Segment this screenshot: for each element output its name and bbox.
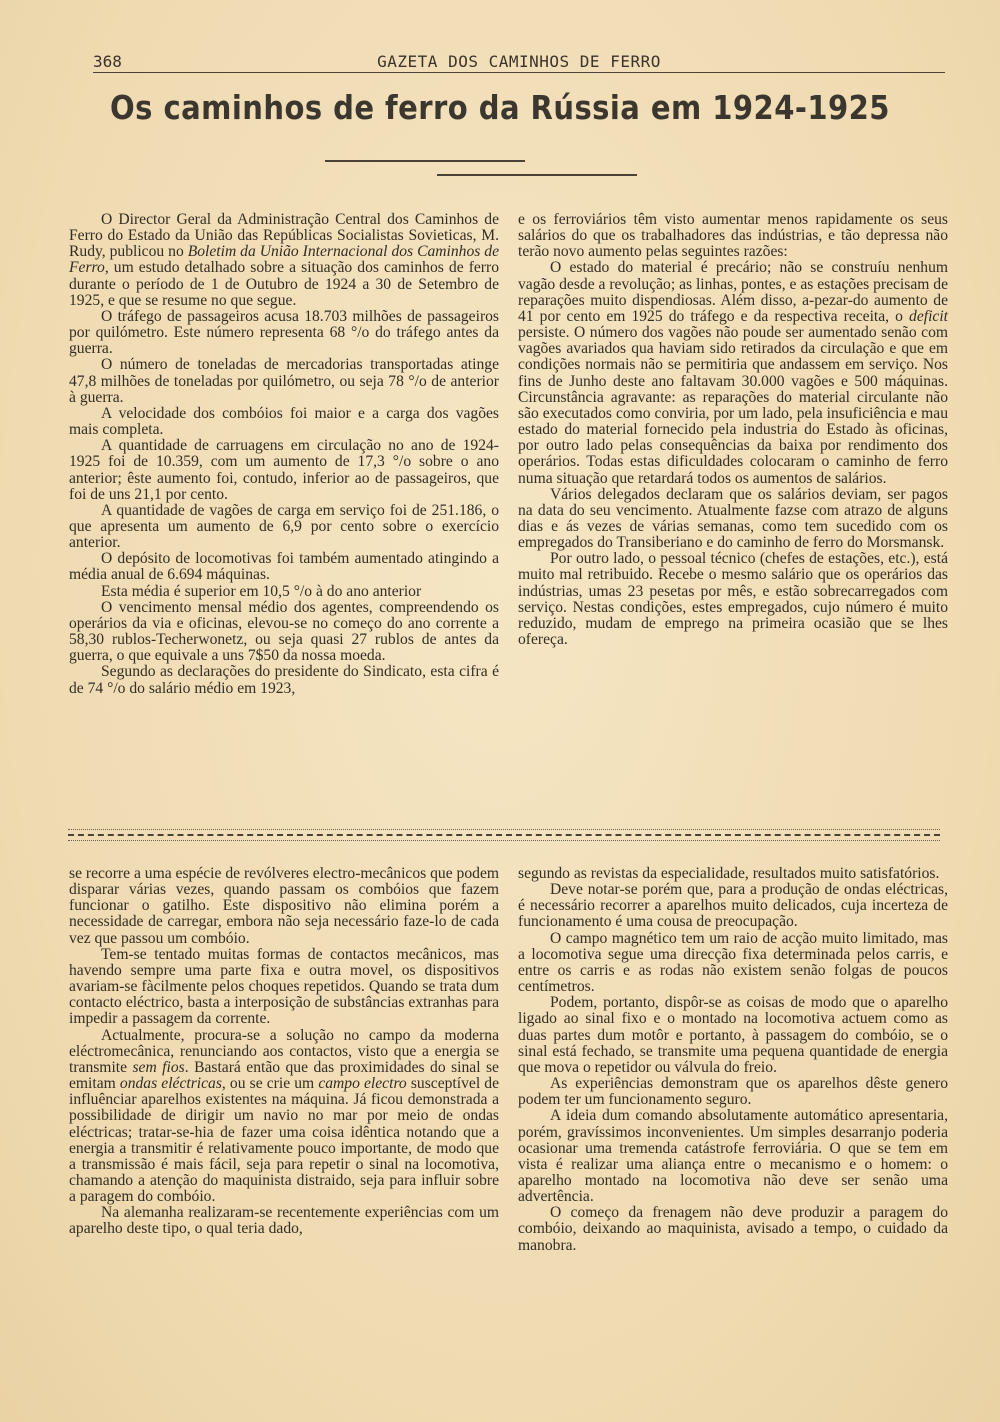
- text-run: persiste. O número dos vagões não poude ser aumentado senão com vagões avariados qua haviam sido retirados da circulação e que em condições normais não se permitiria que andassem em serviço. Nos fins de Junho deste ano faltavam 30.000 vagões e 500 máquinas. Circunstância agravante: as reparações do material circulante não são executados como conviria, por um lado, pela insuficiência e mau estado do material fornecido pela industria do Estado às oficinas, por outro lado pelas consequências da baixa por rendimento dos operários. Todas estas dificuldades colocaram o caminho de ferro numa situação que retardará todos os aumentos de salários.: [518, 324, 948, 487]
- paragraph: [518, 487, 948, 552]
- text-run: A ideia dum comando absolutamente automático apresentaria, porém, gravíssimos inconvenientes. Um simples desarranjo poderia ocasionar uma tremenda catástrofe ferroviária. O que se tem em vista é realizar uma aliança entre o mecanismo e o homem: o aparelho montado na locomotiva não deve ser senão uma advertência.: [518, 1107, 948, 1206]
- text-run: O vencimento mensal médio dos agentes, compreendendo os operários da via e oficinas, elevou-se no começo do ano corrente a 58,30 rublos-Techerwonetz, ou seja quasi 27 rublos de antes da guerra, o que equivale a uns 7$50 da nossa moeda.: [69, 598, 499, 665]
- paragraph: [69, 357, 499, 405]
- paragraph: [69, 406, 499, 438]
- text-run: O campo magnético tem um raio de acção muito limitado, mas a locomotiva segue uma direcção fixa determinada pelos carris, e entre os carris e as rodas não existem senão folgas de poucos centímetros.: [518, 929, 948, 996]
- text-run: O tráfego de passageiros acusa 18.703 milhões de passageiros por quilómetro. Este número representa 68 °/o do tráfego antes da guerra.: [69, 307, 499, 358]
- text-run: Deve notar-se porém que, para a produção de ondas eléctricas, é necessário recorrer a aparelhos muito delicados, cuja incerteza de funcionamento é uma cousa de preocupação.: [518, 881, 948, 931]
- text-run: As experiências demonstram que os aparelhos dêste genero podem ter um funcionamento seguro.: [518, 1075, 948, 1109]
- text-run: O número de toneladas de mercadorias transportadas atinge 47,8 milhões de toneladas por quilómetro, ou seja 78 °/o de anterior à guerra.: [69, 356, 499, 406]
- article-column-3: [69, 866, 499, 1238]
- text-run: , ou se crie um: [221, 1075, 319, 1093]
- article-column-1: [69, 212, 499, 697]
- article-column-4: [518, 866, 948, 1254]
- text-run: Podem, portanto, dispôr-se as coisas de modo que o aparelho ligado ao sinal fixo e o montado na locomotiva actuem como as duas partes dum motôr e portanto, à passagem do combóio, se o sinal está fechado, se transmite uma pequena quantidade de energia que mova o repetidor ou válvula do freio.: [518, 994, 948, 1076]
- paragraph: [69, 664, 499, 696]
- paragraph: [518, 1076, 948, 1108]
- italic-text: campo electro: [318, 1075, 407, 1093]
- text-run: . Bastará então que das proximidades do sinal se emitam: [69, 1058, 499, 1093]
- paragraph: [518, 882, 948, 930]
- text-run: O começo da frenagem não deve produzir a paragem do combóio, deixando ao maquinista, avisado a tempo, o cuidado da manobra.: [518, 1204, 948, 1254]
- article-column-2: [518, 212, 948, 648]
- text-run: Vários delegados declaram que os salários deviam, ser pagos na data do seu vencimento. Atualmente fazse com atrazo de alguns dias e ás vezes de várias semanas, como tem sucedido com os empregados do Transiberiano e do caminho de ferro do Morsmansk.: [518, 485, 948, 552]
- section-divider-dotted-bottom: [68, 840, 940, 841]
- paragraph: [518, 1205, 948, 1253]
- paragraph: [518, 866, 948, 882]
- text-run: , um estudo detalhado sobre a situação dos caminhos de ferro durante o período de 1 de Outubro de 1924 a 30 de Setembro de 1925, e que se resume no que segue.: [69, 259, 499, 309]
- paragraph: [518, 551, 948, 648]
- paragraph: [69, 551, 499, 583]
- text-run: O estado do material é precário; não se construíu nenhum vagão desde a revolução; as linhas, pontes, e as estações precisam de reparações muito dispendiosas. Além disso, a-pezar-do aumento de 41 por cento em 1925 do tráfego e da respectiva receita, o: [518, 259, 948, 325]
- paragraph: [69, 600, 499, 665]
- paragraph: [69, 947, 499, 1028]
- text-run: susceptível de influênciar aparelhos existentes na máquina. Já ficou demonstrada a possibilidade de dirigir um navio no mar por meio de ondas eléctricas; tratar-se-hia de fazer uma coisa idêntica notando que a energia a transmitir é relativamente pouco importante, de modo que a transmissão é mais fácil, seja para repetir o sinal na locomotiva, chamando a atenção do maquinista distraido, seja para influir sobre a paragem do combóio.: [69, 1075, 499, 1206]
- italic-text: Boletim da União Internacional dos Caminhos de Ferro: [69, 243, 499, 277]
- italic-text: deficit: [909, 307, 948, 325]
- text-run: Tem-se tentado muitas formas de contactos mecânicos, mas havendo sempre uma parte fixa e outra movel, os dispositivos avariam-se fàcilmente pelos choques repetidos. Quando se trata dum contacto eléctrico, basta a interposição de substâncias extranhas para impedir a passagem da corrente.: [69, 945, 499, 1028]
- title-rule-lower: [437, 174, 637, 176]
- paragraph: [69, 309, 499, 357]
- text-run: Na alemanha realizaram-se recentemente experiências com um aparelho deste tipo, o qual teria dado,: [69, 1204, 499, 1238]
- running-header: [93, 50, 945, 73]
- italic-text: ondas eléctricas: [119, 1075, 222, 1093]
- text-run: A velocidade dos combóios foi maior e a carga dos vagões mais completa.: [69, 404, 499, 439]
- text-run: se recorre a uma espécie de revólveres electro-mecânicos que podem disparar várias vezes, quando passam os combóios que fazem funcionar o gatilho. Este dispositivo não elimina porém a necessidade de carregar, embora não seja necessário faze-lo de cada vez que passou um combóio.: [69, 865, 499, 947]
- italic-text: sem fios: [132, 1058, 185, 1076]
- text-run: Esta média é superior em 10,5 °/o à do ano anterior: [101, 582, 422, 600]
- text-run: O depósito de locomotivas foi também aumentado atingindo a média anual de 6.694 máquinas.: [69, 550, 499, 584]
- text-run: A quantidade de carruagens em circulação no ano de 1924-1925 foi de 10.359, com um aumento de 17,3 °/o sobre o ano anterior; êste aumento foi, contudo, inferior ao de passageiros, que foi de uns 21,1 por cento.: [69, 437, 499, 503]
- paragraph: [518, 995, 948, 1076]
- text-run: segundo as revistas da especialidade, resultados muito satisfatórios.: [518, 865, 940, 882]
- text-run: Por outro lado, o pessoal técnico (chefes de estações, etc.), está muito mal retribuido. Recebe o mesmo salário que os operários das indústrias, umas 23 pesetas por mês, e estão sobrecarregados com serviço. Nestas condições, estes empregados, cujo número é muito reduzido, mudam de emprego na primeira ocasião que se lhes ofereça.: [518, 550, 948, 649]
- paragraph: [69, 1205, 499, 1237]
- paragraph: [518, 260, 948, 486]
- paragraph: [518, 931, 948, 996]
- paragraph: [69, 503, 499, 551]
- paragraph: [69, 438, 499, 503]
- paragraph: [69, 212, 499, 309]
- section-divider-dotted-top: [68, 829, 940, 830]
- paragraph: [69, 584, 499, 600]
- text-run: O Director Geral da Administração Central dos Caminhos de Ferro do Estado da União das Repúblicas Socialistas Sovieticas, M. Rudy, publicou no: [69, 211, 499, 261]
- text-run: Actualmente, procura-se a solução no campo da moderna eléctromecânica, renunciando aos contactos, visto que a energia se transmite: [69, 1026, 499, 1076]
- text-run: e os ferroviários têm visto aumentar menos rapidamente os seus salários do que os trabalhadores das indústrias, e tão depressa não terão novo aumento pelas seguintes razões:: [518, 211, 948, 261]
- journal-title: GAZETA DOS CAMINHOS DE FERRO: [377, 52, 661, 71]
- paragraph: [69, 1028, 499, 1206]
- section-divider-dashed: [68, 834, 940, 836]
- page-number: 368: [93, 52, 122, 71]
- text-run: A quantidade de vagões de carga em serviço foi de 251.186, o que apresenta um aumento de 6,9 por cento sobre o exercício anterior.: [69, 501, 499, 552]
- paragraph: [518, 212, 948, 260]
- paragraph: [69, 866, 499, 947]
- text-run: Segundo as declarações do presidente do Sindicato, esta cifra é de 74 °/o do salário médio em 1923,: [69, 663, 499, 697]
- article-title: Os caminhos de ferro da Rússia em 1924-1925: [110, 88, 890, 127]
- title-rule-upper: [325, 160, 525, 162]
- paragraph: [518, 1108, 948, 1205]
